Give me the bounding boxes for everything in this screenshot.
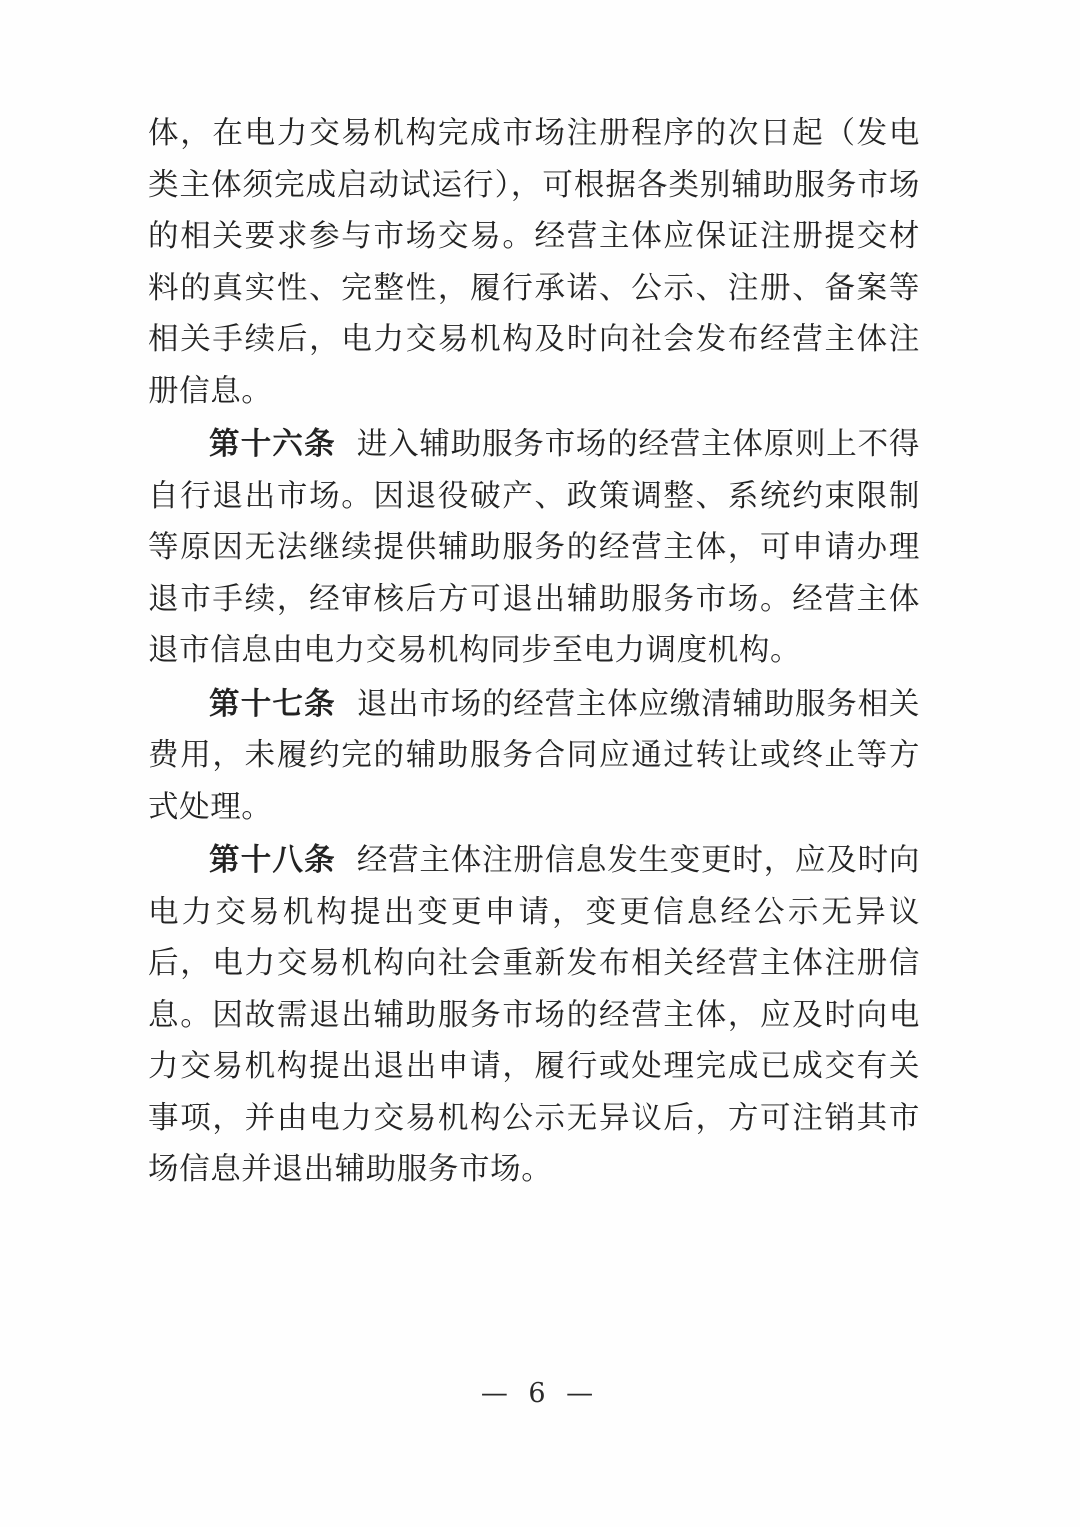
article-text: 经营主体注册信息发生变更时，应及时向电力交易机构提出变更申请，变更信息经公示无异议后，电力交易机构向社会重新发布相关经营主体注册信息。因故需退出辅助服务市场的经营主体，应及时向电力交易机构提出退出申请，履行或处理完成已成交有关事项，并由电力交易机构公示无异议后，方可注销其市场信息并退出辅助服务市场。 [148, 843, 921, 1187]
paragraph-text: 体，在电力交易机构完成市场注册程序的次日起（发电类主体须完成启动试运行），可根据各类别辅助服务市场的相关要求参与市场交易。经营主体应保证注册提交材料的真实性、完整性，履行承诺、公示、注册、备案等相关手续后，电力交易机构及时向社会发布经营主体注册信息。 [148, 116, 920, 409]
article-seventeen [148, 679, 920, 834]
article-label: 第十八条 [209, 842, 336, 878]
paragraph-continued [148, 108, 920, 417]
article-text: 进入辅助服务市场的经营主体原则上不得自行退出市场。因退役破产、政策调整、系统约束限制等原因无法继续提供辅助服务的经营主体，可申请办理退市手续，经审核后方可退出辅助服务市场。经营主体退市信息由电力交易机构同步至电力调度机构。 [148, 427, 921, 668]
page-number-text: — 6 — [480, 1378, 600, 1409]
article-eighteen [148, 835, 920, 1196]
article-label: 第十七条 [209, 685, 336, 722]
page-number [0, 1378, 1080, 1409]
article-sixteen [148, 419, 920, 677]
article-label: 第十六条 [209, 426, 336, 462]
document-body [148, 108, 920, 1198]
article-text: 退出市场的经营主体应缴清辅助服务相关费用，未履约完的辅助服务合同应通过转让或终止等方式处理。 [148, 686, 921, 825]
